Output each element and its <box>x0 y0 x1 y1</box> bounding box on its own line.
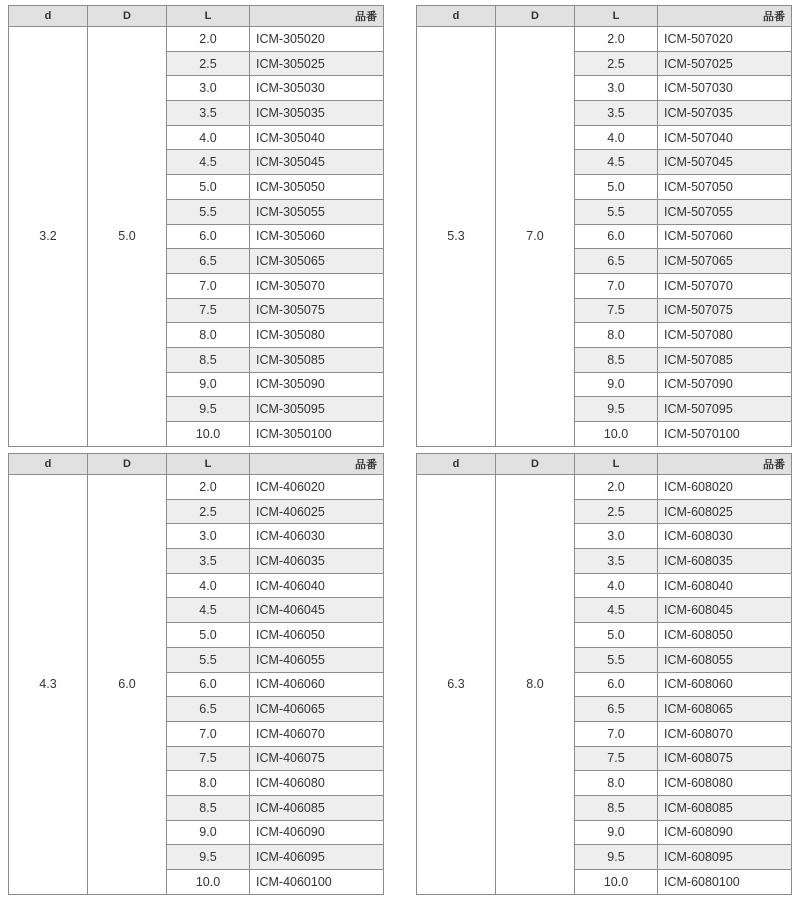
cell-part-number: ICM-406020 <box>250 475 384 500</box>
table-header-row <box>417 454 792 475</box>
cell-part-number: ICM-305040 <box>250 125 384 150</box>
cell-part-number: ICM-4060100 <box>250 870 384 895</box>
cell-part-number: ICM-406030 <box>250 524 384 549</box>
cell-part-number: ICM-608090 <box>658 820 792 845</box>
spec-table-d5-3 <box>416 5 792 447</box>
cell-part-number: ICM-608025 <box>658 499 792 524</box>
cell-part-number: ICM-507085 <box>658 347 792 372</box>
cell-part-number: ICM-6080100 <box>658 870 792 895</box>
cell-part-number: ICM-507025 <box>658 51 792 76</box>
cell-length: 2.0 <box>575 475 658 500</box>
cell-length: 4.0 <box>575 125 658 150</box>
header-part-number: 品番 <box>250 454 384 475</box>
cell-length: 3.5 <box>167 101 250 126</box>
cell-part-number: ICM-507045 <box>658 150 792 175</box>
cell-length: 6.0 <box>167 224 250 249</box>
cell-length: 8.5 <box>167 795 250 820</box>
cell-length: 3.5 <box>575 549 658 574</box>
cell-length: 9.5 <box>575 845 658 870</box>
cell-part-number: ICM-608080 <box>658 771 792 796</box>
cell-length: 6.5 <box>575 249 658 274</box>
cell-outer-diameter: 6.0 <box>88 475 167 895</box>
header-part-number: 品番 <box>658 6 792 27</box>
cell-part-number: ICM-406040 <box>250 573 384 598</box>
cell-outer-diameter: 7.0 <box>496 27 575 447</box>
cell-part-number: ICM-608050 <box>658 623 792 648</box>
header-part-number: 品番 <box>250 6 384 27</box>
cell-length: 6.5 <box>575 697 658 722</box>
cell-length: 7.0 <box>167 721 250 746</box>
cell-length: 10.0 <box>167 422 250 447</box>
cell-length: 7.5 <box>167 746 250 771</box>
cell-part-number: ICM-5070100 <box>658 422 792 447</box>
cell-length: 2.0 <box>575 27 658 52</box>
cell-part-number: ICM-507070 <box>658 273 792 298</box>
cell-length: 7.5 <box>575 746 658 771</box>
cell-part-number: ICM-507060 <box>658 224 792 249</box>
cell-part-number: ICM-608035 <box>658 549 792 574</box>
header-D: D <box>88 454 167 475</box>
cell-length: 2.5 <box>575 499 658 524</box>
cell-part-number: ICM-608065 <box>658 697 792 722</box>
spec-table-d6-3 <box>416 453 792 895</box>
header-part-number: 品番 <box>658 454 792 475</box>
cell-part-number: ICM-608040 <box>658 573 792 598</box>
cell-part-number: ICM-406055 <box>250 647 384 672</box>
cell-length: 3.0 <box>167 76 250 101</box>
cell-part-number: ICM-305030 <box>250 76 384 101</box>
cell-part-number: ICM-305050 <box>250 175 384 200</box>
cell-length: 7.0 <box>575 273 658 298</box>
header-L: L <box>575 6 658 27</box>
header-D: D <box>496 6 575 27</box>
cell-part-number: ICM-305060 <box>250 224 384 249</box>
cell-part-number: ICM-406095 <box>250 845 384 870</box>
cell-length: 3.5 <box>167 549 250 574</box>
cell-length: 2.0 <box>167 475 250 500</box>
cell-part-number: ICM-406070 <box>250 721 384 746</box>
cell-part-number: ICM-608075 <box>658 746 792 771</box>
cell-length: 3.0 <box>575 524 658 549</box>
cell-length: 4.0 <box>575 573 658 598</box>
cell-length: 6.5 <box>167 249 250 274</box>
header-d: d <box>9 6 88 27</box>
header-D: D <box>88 6 167 27</box>
cell-inner-diameter: 3.2 <box>9 27 88 447</box>
table-row <box>9 475 384 500</box>
cell-part-number: ICM-507020 <box>658 27 792 52</box>
table-header-row <box>9 454 384 475</box>
cell-length: 9.0 <box>167 820 250 845</box>
cell-length: 9.0 <box>167 372 250 397</box>
cell-length: 6.5 <box>167 697 250 722</box>
cell-length: 3.5 <box>575 101 658 126</box>
cell-length: 4.5 <box>575 598 658 623</box>
cell-length: 3.0 <box>575 76 658 101</box>
cell-length: 8.5 <box>575 795 658 820</box>
table-header-row <box>9 6 384 27</box>
cell-part-number: ICM-305075 <box>250 298 384 323</box>
cell-length: 9.0 <box>575 820 658 845</box>
cell-outer-diameter: 5.0 <box>88 27 167 447</box>
cell-length: 2.5 <box>167 499 250 524</box>
cell-length: 8.0 <box>575 771 658 796</box>
cell-length: 9.5 <box>575 397 658 422</box>
cell-length: 6.0 <box>167 672 250 697</box>
cell-part-number: ICM-507080 <box>658 323 792 348</box>
cell-part-number: ICM-305090 <box>250 372 384 397</box>
cell-length: 9.0 <box>575 372 658 397</box>
cell-length: 4.5 <box>575 150 658 175</box>
spec-table-d3-2 <box>8 5 384 447</box>
cell-part-number: ICM-406080 <box>250 771 384 796</box>
cell-part-number: ICM-305080 <box>250 323 384 348</box>
cell-part-number: ICM-305095 <box>250 397 384 422</box>
cell-part-number: ICM-3050100 <box>250 422 384 447</box>
cell-part-number: ICM-608070 <box>658 721 792 746</box>
cell-length: 5.0 <box>575 175 658 200</box>
cell-length: 2.5 <box>167 51 250 76</box>
header-d: d <box>9 454 88 475</box>
cell-part-number: ICM-507040 <box>658 125 792 150</box>
cell-length: 5.5 <box>167 647 250 672</box>
cell-length: 8.0 <box>167 323 250 348</box>
cell-part-number: ICM-305025 <box>250 51 384 76</box>
cell-length: 6.0 <box>575 224 658 249</box>
table-row <box>417 475 792 500</box>
cell-length: 3.0 <box>167 524 250 549</box>
cell-part-number: ICM-507075 <box>658 298 792 323</box>
cell-part-number: ICM-507035 <box>658 101 792 126</box>
header-d: d <box>417 454 496 475</box>
cell-inner-diameter: 5.3 <box>417 27 496 447</box>
cell-part-number: ICM-507030 <box>658 76 792 101</box>
cell-part-number: ICM-305045 <box>250 150 384 175</box>
table-row <box>417 27 792 52</box>
cell-length: 5.5 <box>575 647 658 672</box>
cell-length: 9.5 <box>167 845 250 870</box>
cell-part-number: ICM-608045 <box>658 598 792 623</box>
cell-length: 7.0 <box>167 273 250 298</box>
cell-part-number: ICM-406090 <box>250 820 384 845</box>
cell-part-number: ICM-608085 <box>658 795 792 820</box>
cell-part-number: ICM-507095 <box>658 397 792 422</box>
cell-length: 4.5 <box>167 598 250 623</box>
cell-length: 7.5 <box>575 298 658 323</box>
cell-part-number: ICM-406025 <box>250 499 384 524</box>
header-L: L <box>167 454 250 475</box>
cell-part-number: ICM-406035 <box>250 549 384 574</box>
table-row <box>9 27 384 52</box>
cell-part-number: ICM-608020 <box>658 475 792 500</box>
cell-part-number: ICM-305055 <box>250 199 384 224</box>
cell-length: 5.0 <box>167 623 250 648</box>
cell-length: 5.0 <box>575 623 658 648</box>
cell-part-number: ICM-406075 <box>250 746 384 771</box>
spec-table-d4-3 <box>8 453 384 895</box>
cell-part-number: ICM-305065 <box>250 249 384 274</box>
cell-part-number: ICM-507090 <box>658 372 792 397</box>
cell-inner-diameter: 4.3 <box>9 475 88 895</box>
cell-length: 4.0 <box>167 125 250 150</box>
cell-length: 8.0 <box>575 323 658 348</box>
cell-length: 7.0 <box>575 721 658 746</box>
cell-part-number: ICM-507065 <box>658 249 792 274</box>
cell-part-number: ICM-406045 <box>250 598 384 623</box>
cell-length: 2.5 <box>575 51 658 76</box>
cell-part-number: ICM-406050 <box>250 623 384 648</box>
cell-part-number: ICM-305070 <box>250 273 384 298</box>
cell-length: 8.5 <box>575 347 658 372</box>
cell-part-number: ICM-305085 <box>250 347 384 372</box>
header-d: d <box>417 6 496 27</box>
cell-length: 10.0 <box>575 870 658 895</box>
table-header-row <box>417 6 792 27</box>
cell-length: 5.5 <box>575 199 658 224</box>
header-D: D <box>496 454 575 475</box>
cell-part-number: ICM-406065 <box>250 697 384 722</box>
header-L: L <box>167 6 250 27</box>
cell-length: 5.0 <box>167 175 250 200</box>
cell-length: 8.0 <box>167 771 250 796</box>
cell-part-number: ICM-406060 <box>250 672 384 697</box>
cell-length: 4.5 <box>167 150 250 175</box>
cell-length: 10.0 <box>575 422 658 447</box>
cell-part-number: ICM-305035 <box>250 101 384 126</box>
cell-part-number: ICM-608055 <box>658 647 792 672</box>
cell-length: 6.0 <box>575 672 658 697</box>
cell-part-number: ICM-406085 <box>250 795 384 820</box>
cell-length: 7.5 <box>167 298 250 323</box>
cell-length: 5.5 <box>167 199 250 224</box>
cell-part-number: ICM-608095 <box>658 845 792 870</box>
cell-length: 8.5 <box>167 347 250 372</box>
cell-part-number: ICM-608060 <box>658 672 792 697</box>
cell-length: 2.0 <box>167 27 250 52</box>
cell-outer-diameter: 8.0 <box>496 475 575 895</box>
header-L: L <box>575 454 658 475</box>
cell-length: 4.0 <box>167 573 250 598</box>
cell-part-number: ICM-305020 <box>250 27 384 52</box>
cell-part-number: ICM-507055 <box>658 199 792 224</box>
cell-part-number: ICM-507050 <box>658 175 792 200</box>
cell-length: 10.0 <box>167 870 250 895</box>
cell-inner-diameter: 6.3 <box>417 475 496 895</box>
cell-length: 9.5 <box>167 397 250 422</box>
cell-part-number: ICM-608030 <box>658 524 792 549</box>
